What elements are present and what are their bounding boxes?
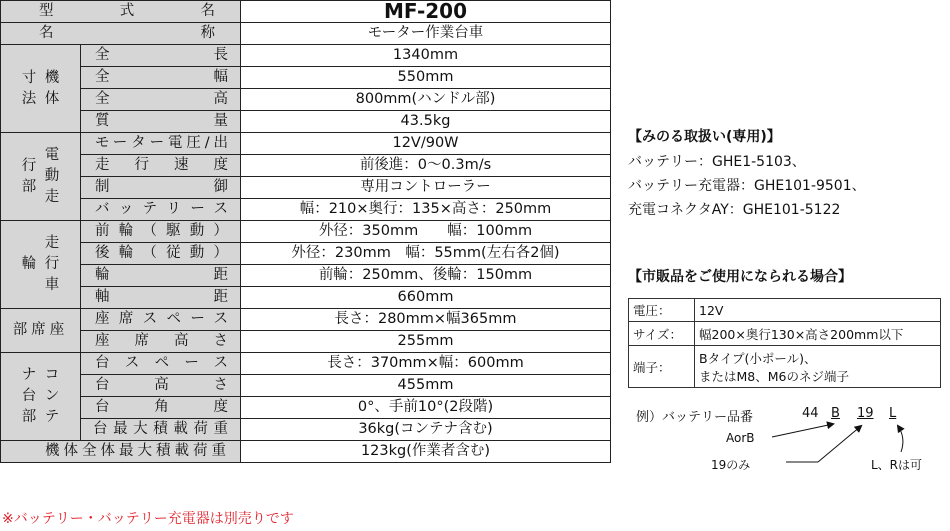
row-value: 前輪：250mm、後輪：150mm <box>241 265 611 287</box>
group-container-col2: コ ン テ <box>44 367 60 425</box>
group-dimensions-col2: 機 体 <box>44 69 60 107</box>
arrow-to-19 <box>818 426 861 462</box>
market-value: Bタイプ(小ポール)、 <box>699 350 817 366</box>
example-label: 例）バッテリー品番 <box>636 410 754 425</box>
row-label: 走 行 速 度 <box>81 155 241 177</box>
arrow-to-b <box>772 424 833 437</box>
example-note-l: L、Rは可 <box>871 458 923 472</box>
row-value: 36kg(コンテナ含む) <box>241 419 611 441</box>
group-seat: 部席座 <box>1 309 81 353</box>
row-label: 座席スペース <box>81 309 241 331</box>
row-value: 長さ：370mm×幅：600mm <box>241 353 611 375</box>
row-value: 外径：350mm 幅：100mm <box>241 221 611 243</box>
group-drive-col1: 行 部 <box>21 157 37 195</box>
row-label: 座 席 高 さ <box>81 331 241 353</box>
row-label: 台 角 度 <box>81 397 241 419</box>
example-part-l: L <box>889 406 897 421</box>
row-label: 台スペース <box>81 353 241 375</box>
minoru-line: バッテリー充電器：GHE101-9501、 <box>628 178 866 194</box>
row-label: 輪 距 <box>81 265 241 287</box>
row-label: バッテリース <box>81 199 241 221</box>
example-part-44: 44 <box>802 406 819 421</box>
row-label: 軸 距 <box>81 287 241 309</box>
group-dimensions-col1: 寸 法 <box>21 69 37 107</box>
minoru-line: バッテリー：GHE1-5103、 <box>628 154 806 170</box>
row-value: 455mm <box>241 375 611 397</box>
row-label: 全 高 <box>81 89 241 111</box>
market-key: サイズ： <box>629 322 695 346</box>
row-label: 前輪（駆動） <box>81 221 241 243</box>
battery-note: ※バッテリー・バッテリー充電器は別売りです <box>2 511 294 527</box>
row-value: 長さ：280mm×幅365mm <box>241 309 611 331</box>
market-value: 幅200×奥行130×高さ200mm以下 <box>695 322 941 346</box>
example-part-19: 19 <box>857 406 874 421</box>
row-value: 550mm <box>241 67 611 89</box>
row-value: 前後進：0～0.3m/s <box>241 155 611 177</box>
row-label: 質 量 <box>81 111 241 133</box>
row-label: 台 高 さ <box>81 375 241 397</box>
minoru-heading: 【みのる取扱い(専用)】 <box>628 129 781 145</box>
arrow-to-l <box>898 426 903 452</box>
row-label: モーター電圧/出 <box>81 133 241 155</box>
row-value: 255mm <box>241 331 611 353</box>
row-label: 全 長 <box>81 45 241 67</box>
group-drive-col2: 電 動 走 <box>44 147 60 205</box>
group-wheels-col2: 走 行 車 <box>44 235 60 293</box>
row-value: 12V/90W <box>241 133 611 155</box>
name-value: モーター作業台車 <box>241 23 611 45</box>
name-label: 名 称 <box>1 23 241 45</box>
row-value: 専用コントローラー <box>241 177 611 199</box>
example-note-b: AorB <box>726 431 755 445</box>
row-value: 43.5kg <box>241 111 611 133</box>
row-value: 800mm(ハンドル部) <box>241 89 611 111</box>
market-key: 端子： <box>629 346 695 388</box>
row-label: 後輪（従動） <box>81 243 241 265</box>
market-heading: 【市販品をご使用になられる場合】 <box>628 269 852 285</box>
row-value: 1340mm <box>241 45 611 67</box>
row-value: 外径：230mm 幅：55mm(左右各2個) <box>241 243 611 265</box>
market-value: 12V <box>695 299 941 322</box>
total-load-value: 123kg(作業者含む) <box>241 441 611 463</box>
model-value: MF-200 <box>241 1 611 23</box>
total-load-label: 機体全体最大積載荷重 <box>1 441 241 463</box>
row-label: 全 幅 <box>81 67 241 89</box>
minoru-line: 充電コネクタAY：GHE101-5122 <box>628 202 841 218</box>
model-label: 型 式 名 <box>1 1 241 23</box>
row-value: 幅：210×奥行：135×高さ：250mm <box>241 199 611 221</box>
market-key: 電圧： <box>629 299 695 322</box>
group-wheels-col1: 輪 <box>21 256 37 272</box>
row-label: 制 御 <box>81 177 241 199</box>
row-value: 0°、手前10°(2段階) <box>241 397 611 419</box>
group-container-col1: ナ 台 部 <box>21 367 37 425</box>
row-value: 660mm <box>241 287 611 309</box>
example-note-19: 19のみ <box>711 458 751 472</box>
row-label: 台最大積載荷重 <box>81 419 241 441</box>
market-value: またはM8、M6のネジ端子 <box>699 368 849 384</box>
example-part-b: B <box>831 406 840 421</box>
